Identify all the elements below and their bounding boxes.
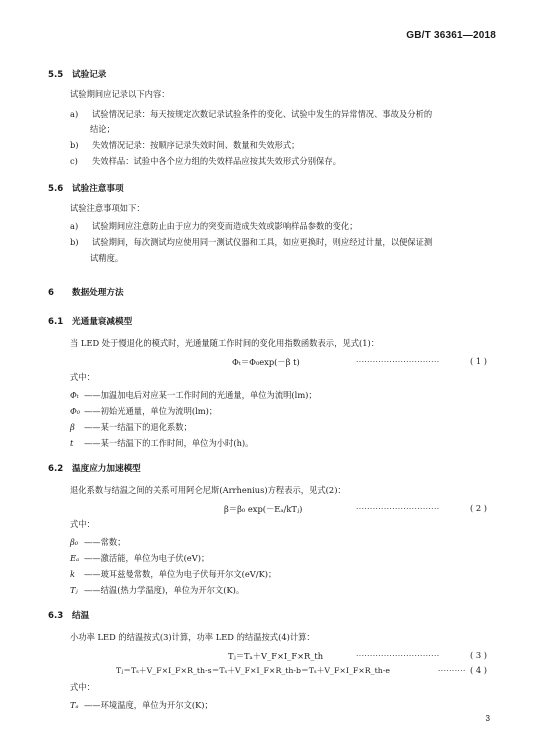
equation-3: Tⱼ＝Tₐ＋V_F×I_F×R_th [228,651,324,661]
equation-2: β＝β₀ exp(－Eₐ/kTⱼ) [224,504,303,514]
s55-item-a: a) 试验情况记录：每天按规定次数记录试验条件的变化、试验中发生的异常情况、事故及分析的 [70,109,433,119]
equation-1-number: ( 1 ) [470,356,488,366]
s56-intro: 试验注意事项如下： [70,203,145,213]
s61-def-2: β ——某一结温下的退化系数； [70,422,192,432]
s62-def-0: β₀ ——常数； [70,537,126,547]
s62-intro: 退化系数与结温之间的关系可用阿仑尼斯(Arrhenius)方程表示，见式(2)： [70,485,346,495]
equation-2-leader: ······························ [356,504,440,513]
equation-3-number: ( 3 ) [470,650,488,660]
standard-number: GB/T 36361—2018 [406,30,496,41]
s63-intro: 小功率 LED 的结温按式(3)计算，功率 LED 的结温按式(4)计算： [70,632,315,642]
s61-def-1: Φ₀ ——初始光通量，单位为流明(lm)； [70,406,218,416]
s62-def-2: k ——玻耳兹曼常数，单位为电子伏每开尔文(eV/K)； [70,569,277,579]
s62-def-1: Eₐ ——激活能，单位为电子伏(eV)； [70,553,210,563]
equation-4-leader: ·········· [438,666,466,675]
section-6-1-heading: 6.1 光通量衰减模型 [48,317,133,327]
s63-where: 式中： [70,682,95,692]
s56-item-a: a) 试验期间应注意防止由于应力的突变而造成失效或影响样品参数的变化； [70,221,358,231]
s61-intro: 当 LED 处于慢退化的模式时，光通量随工作时间的变化用指数函数表示，见式(1)： [70,338,380,348]
equation-2-number: ( 2 ) [470,503,488,513]
s56-item-b-cont: 试精度。 [90,253,124,263]
s61-def-0: Φₜ ——加温加电后对应某一工作时间的光通量，单位为流明(lm)； [70,390,317,400]
s61-def-3: t ——某一结温下的工作时间，单位为小时(h)。 [70,438,254,448]
s62-where: 式中： [70,519,95,529]
section-6-3-heading: 6.3 结温 [48,611,90,621]
equation-1-leader: ······························ [356,357,440,366]
equation-3-leader: ······························ [356,651,440,660]
equation-1: Φₜ＝Φ₀exp(－β t) [232,357,300,367]
section-5-5-heading: 5.5 试验记录 [48,70,107,80]
s55-item-b: b) 失效情况记录：按顺序记录失效时间、数量和失效形式； [70,140,300,150]
s63-def-0: Tₐ ——环境温度，单位为开尔文(K)； [70,700,213,710]
s62-def-3: Tⱼ ——结温(热力学温度)，单位为开尔文(K)。 [70,585,245,595]
section-6-heading: 6 数据处理方法 [48,288,124,298]
s56-item-b: b) 试验期间，每次测试均应使用同一测试仪器和工具，如应更换时，则应经过计量，以便保证测 [70,237,433,247]
page-number: 3 [485,714,490,723]
s55-item-a-cont: 结论； [90,124,115,134]
section-5-6-heading: 5.6 试验注意事项 [48,184,124,194]
equation-4: Tⱼ＝Tₛ＋V_F×I_F×R_th-s＝Tₛ＋V_F×I_F×R_th-b＝Tₛ＋V_F×I_F×R_th-e [116,666,390,675]
s61-where: 式中： [70,372,95,382]
equation-4-number: ( 4 ) [470,665,488,675]
section-6-2-heading: 6.2 温度应力加速模型 [48,464,141,474]
s55-item-c: c) 失效样品：试验中各个应力组的失效样品应按其失效形式分别保存。 [70,156,341,166]
s55-intro: 试验期间应记录以下内容： [70,89,170,99]
